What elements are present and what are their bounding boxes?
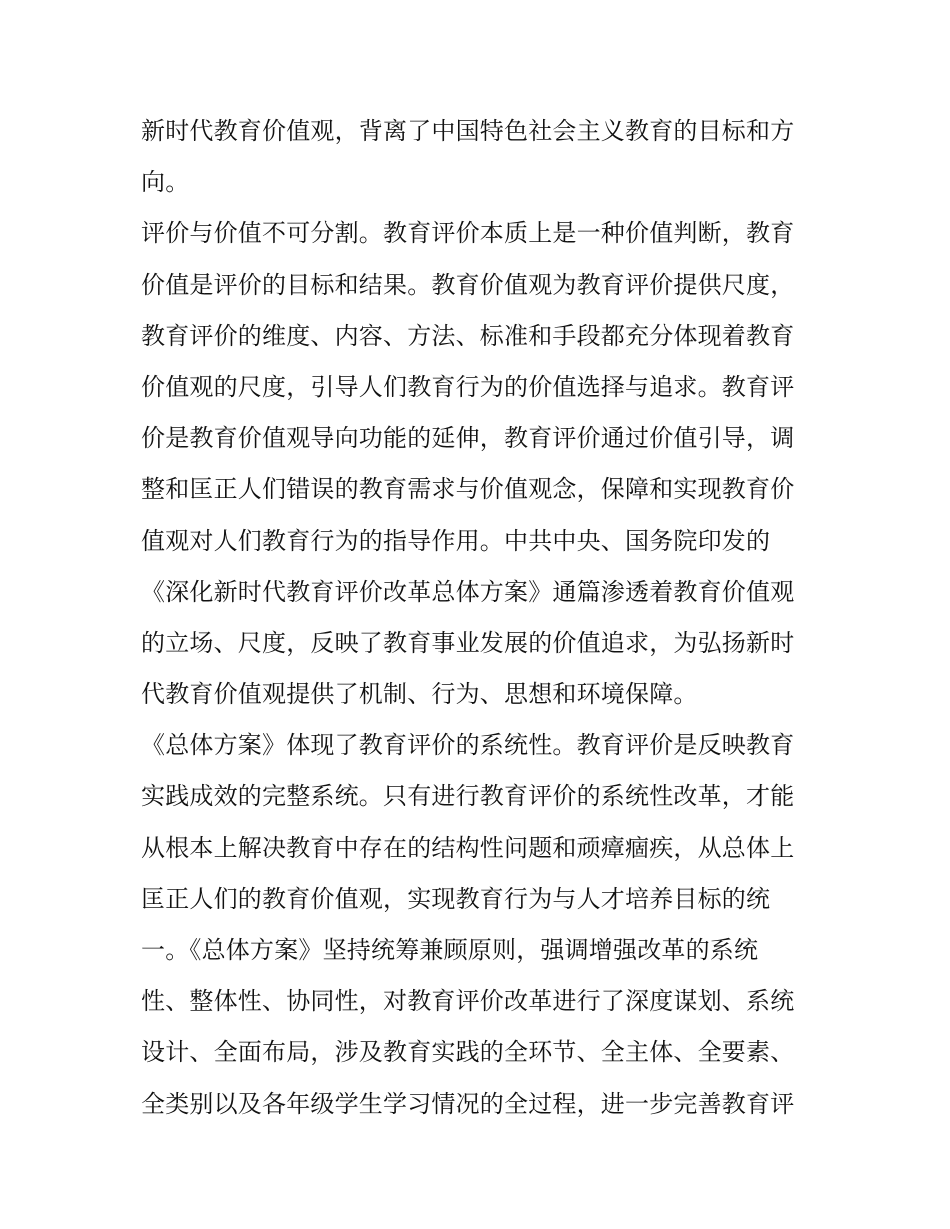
body-text [141, 106, 821, 1130]
text-line: 性、整体性、协同性，对教育评价改革进行了深度谋划、系统 [141, 987, 795, 1016]
text-line: 价值观的尺度，引导人们教育行为的价值选择与追求。教育评 [141, 372, 795, 401]
text-line: 从根本上解决教育中存在的结构性问题和顽瘴痼疾，从总体上 [141, 833, 795, 862]
text-line: 新时代教育价值观，背离了中国特色社会主义教育的目标和方 [141, 117, 795, 145]
text-line: 整和匡正人们错误的教育需求与价值观念，保障和实现教育价 [141, 475, 795, 504]
text-line: 《深化新时代教育评价改革总体方案》通篇渗透着教育价值观 [141, 577, 795, 606]
text-line: 值观对人们教育行为的指导作用。中共中央、国务院印发的 [141, 526, 771, 555]
text-line: 设计、全面布局，涉及教育实践的全环节、全主体、全要素、 [141, 1038, 795, 1067]
text-line: 匡正人们的教育价值观，实现教育行为与人才培养目标的统 [141, 884, 771, 913]
text-line: 价值是评价的目标和结果。教育价值观为教育评价提供尺度， [141, 270, 795, 299]
text-line: 价是教育价值观导向功能的延伸，教育评价通过价值引导，调 [141, 424, 795, 453]
text-line: 全类别以及各年级学生学习情况的全过程，进一步完善教育评 [141, 1089, 795, 1118]
text-line: 教育评价的维度、内容、方法、标准和手段都充分体现着教育 [141, 321, 795, 350]
text-line: 评价与价值不可分割。教育评价本质上是一种价值判断，教育 [141, 219, 795, 248]
text-line: 《总体方案》体现了教育评价的系统性。教育评价是反映教育 [141, 731, 795, 760]
text-line: 的立场、尺度，反映了教育事业发展的价值追求，为弘扬新时 [141, 628, 795, 657]
text-line: 向。 [141, 168, 190, 197]
text-line: 代教育价值观提供了机制、行为、思想和环境保障。 [141, 680, 698, 709]
text-line: 一。《总体方案》坚持统筹兼顾原则，强调增强改革的系统 [141, 936, 759, 964]
text-line: 实践成效的完整系统。只有进行教育评价的系统性改革，才能 [141, 782, 795, 811]
